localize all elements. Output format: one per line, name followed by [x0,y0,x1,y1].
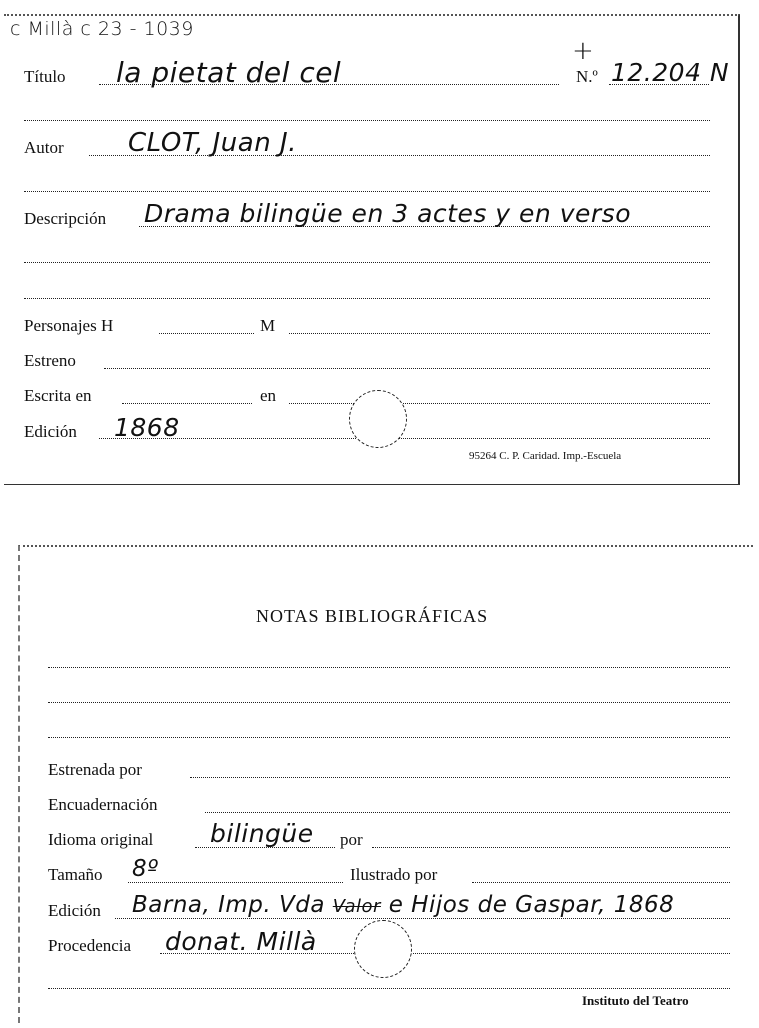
personajes-h-line [159,333,254,334]
back-edicion-line [115,918,730,919]
blank-line-2 [24,191,710,192]
edicion-label: Edición [24,422,77,441]
back-blank-line-4 [48,988,730,989]
numero-value: 12.204 N [611,58,730,87]
tamano-label: Tamaño [48,865,103,884]
descripcion-label: Descripción [24,209,107,228]
blank-line-3 [24,262,710,263]
edicion-value: 1868 [114,413,180,442]
por-label: por [340,830,363,849]
encuadernacion-label: Encuadernación [48,795,158,814]
back-edicion-value [132,892,674,918]
edicion-line [99,438,710,439]
titulo-label: Título [24,67,66,86]
en-label: en [260,386,277,405]
titulo-value: la pietat del cel [116,56,342,89]
back-blank-line-3 [48,737,730,738]
top-annotation: c Millà c 23 - 1039 [10,18,194,40]
m-label: M [260,316,276,335]
idioma-value: bilingüe [210,819,314,848]
blank-line-1 [24,120,710,121]
estreno-label: Estreno [24,351,76,370]
estrenada-line [190,777,730,778]
descripcion-value: Drama bilingüe en 3 actes y en verso [144,199,631,228]
numero-label: N.º [576,67,598,86]
autor-label: Autor [24,138,64,157]
catalog-card-back [18,545,753,1023]
personajes-m-line [289,333,710,334]
escrita-label: Escrita en [24,386,92,405]
catalog-card-front [4,14,740,485]
estreno-line [104,368,710,369]
autor-value: CLOT, Juan J. [128,128,297,158]
punch-hole [349,390,407,448]
cross-mark: + [572,36,595,66]
procedencia-label: Procedencia [48,936,132,955]
printer-imprint: 95264 C. P. Caridad. Imp.-Escuela [469,450,622,462]
edicion-value-struck: Valor [332,896,381,917]
tamano-value: 8º [132,856,159,882]
estrenada-label: Estrenada por [48,760,142,779]
procedencia-value: donat. Millà [165,927,317,956]
edicion-value-part-b: e Hijos de Gaspar, 1868 [388,892,675,918]
institution-name: Instituto del Teatro [582,993,689,1008]
escrita-line [122,403,252,404]
back-blank-line-2 [48,702,730,703]
idioma-label: Idioma original [48,830,154,849]
back-blank-line-1 [48,667,730,668]
edicion-value-part-a: Barna, Imp. Vda [132,892,325,918]
notas-heading: NOTAS BIBLIOGRÁFICAS [256,606,489,626]
ilustrado-label: Ilustrado por [350,865,438,884]
tamano-line [128,882,343,883]
back-punch-hole [354,920,412,978]
back-edicion-label: Edición [48,901,101,920]
blank-line-4 [24,298,710,299]
encuadernacion-line [205,812,730,813]
personajes-label: Personajes H [24,316,114,335]
ilustrado-line [472,882,730,883]
por-line [372,847,730,848]
